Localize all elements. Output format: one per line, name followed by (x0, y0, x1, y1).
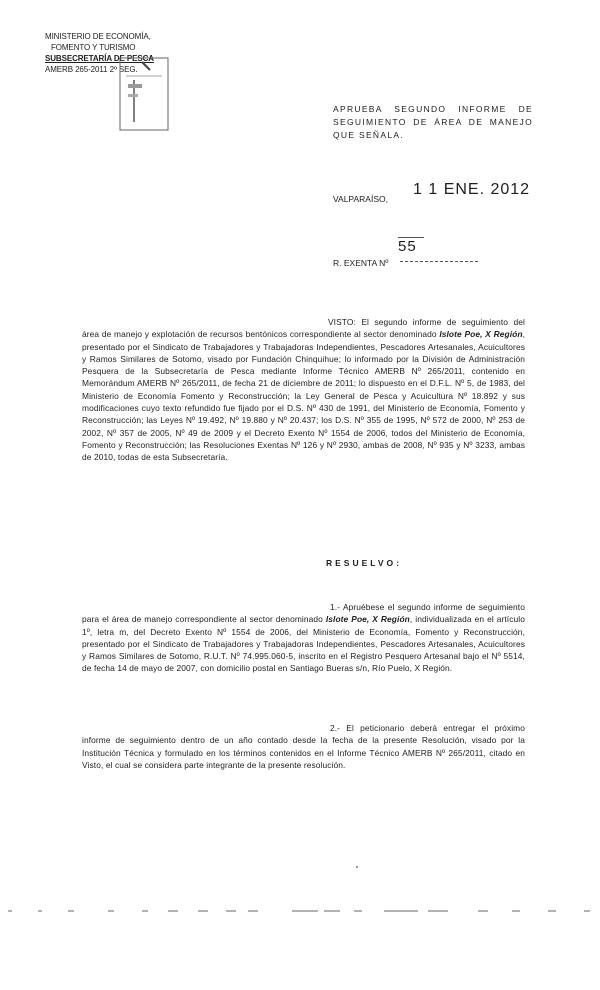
scan-edge-marks (8, 908, 598, 914)
visto-rest: , presentado por el Sindicato de Trabajadores y Trabajadoras Independientes, Pescadores Artesanales, Acuicultores y Ramos Similares de Sotomo, visado por Fundación Chinquihue; lo informado por la División de Administración Pesquera de la Subsecretaría de Pesca mediante Informe Técnico AMERB Nº 265/2011, contenido en Memorándum AMERB Nº 265/2011, de fecha 21 de diciembre de 2011; lo dispuesto en el D.F.L. Nº 5, de 1983, del Ministerio de Economía Fomento y Reconstrucción; la Ley General de Pesca y Acuicultura Nº 18.892 y sus modificaciones cuyo texto refundido fue fijado por el D.S. Nº 430 de 1991, del Ministerio de Economía, Fomento y Reconstrucción; las Leyes Nº 19.492, Nº 19.880 y Nº 20.437; los D.S. Nº 355 de 1995, Nº 572 de 2000, Nº 253 de 2002, Nº 357 de 2005, Nº 49 de 2009 y el Decreto Exento Nº 1554 de 2006, todos del Ministerio de Economía, Fomento y Reconstrucción; las Resoluciones Exentas Nº 126 y Nº 2930, ambas de 2008, Nº 935 y Nº 3233, ambas de 2010, todas de esta Subsecretaría. (82, 329, 525, 463)
place-label: VALPARAÍSO, (333, 194, 388, 204)
ministry-subname: FOMENTO Y TURISMO (51, 43, 136, 52)
resuelvo-heading: RESUELVO: (326, 558, 402, 568)
scan-dot (356, 866, 358, 868)
article-1-rest: , individualizada en el artículo 1º, letra m, del Decreto Exento Nº 1554 de 2006, del Ministerio de Economía, Fomento y Reconstrucción, presentado por el Sindicato de Trabajadores y Trabajadoras Independientes, Pescadores Artesanales, Acuicultores y Ramos Similares de Sotomo, R.U.T. Nº 74.995.060-5, inscrito en el Registro Pesquero Artesanal bajo el Nº 5514, de fecha 14 de mayo de 2007, con domicilio postal en Santiago Bueras s/n, Río Puelo, X Región. (82, 614, 525, 674)
article-1-sector: Islote Poe, X Región (325, 614, 410, 625)
stamp-icon (112, 56, 176, 134)
date-stamp: 1 1 ENE. 2012 (413, 181, 531, 198)
article-1-lead: 1.- Apruébese el segundo informe de seguimiento para el área de manejo correspondiente al sector denominado (82, 602, 525, 625)
document-summary: APRUEBA SEGUNDO INFORME DE SEGUIMIENTO DE ÁREA DE MANEJO QUE SEÑALA. (333, 104, 533, 140)
resolution-label: R. EXENTA Nº (333, 258, 389, 268)
visto-paragraph (82, 316, 525, 464)
ministry-name: MINISTERIO DE ECONOMÍA, (45, 32, 151, 41)
article-2: 2.- El peticionario deberá entregar el próximo informe de seguimiento dentro de un año contado desde la fecha de la presente Resolución, visado por la Institución Técnica y formulado en los términos contenidos en el Informe Técnico AMERB Nº 265/2011, citado en Visto, el cual se considera parte integrante de la presente resolución. (82, 723, 525, 770)
resolution-number-underline (400, 261, 478, 262)
file-reference: AMERB 265-2011 2º SEG. (45, 65, 138, 74)
visto-sector: Islote Poe, X Región (439, 329, 523, 340)
resolution-number: 55 (398, 238, 417, 255)
article-1 (82, 601, 525, 675)
visto-lead: VISTO: El segundo informe de seguimiento del área de manejo y explotación de recursos bentónicos correspondiente al sector denominado (82, 317, 525, 340)
subsecretaria-name: SUBSECRETARÍA DE PESCA (45, 54, 154, 63)
